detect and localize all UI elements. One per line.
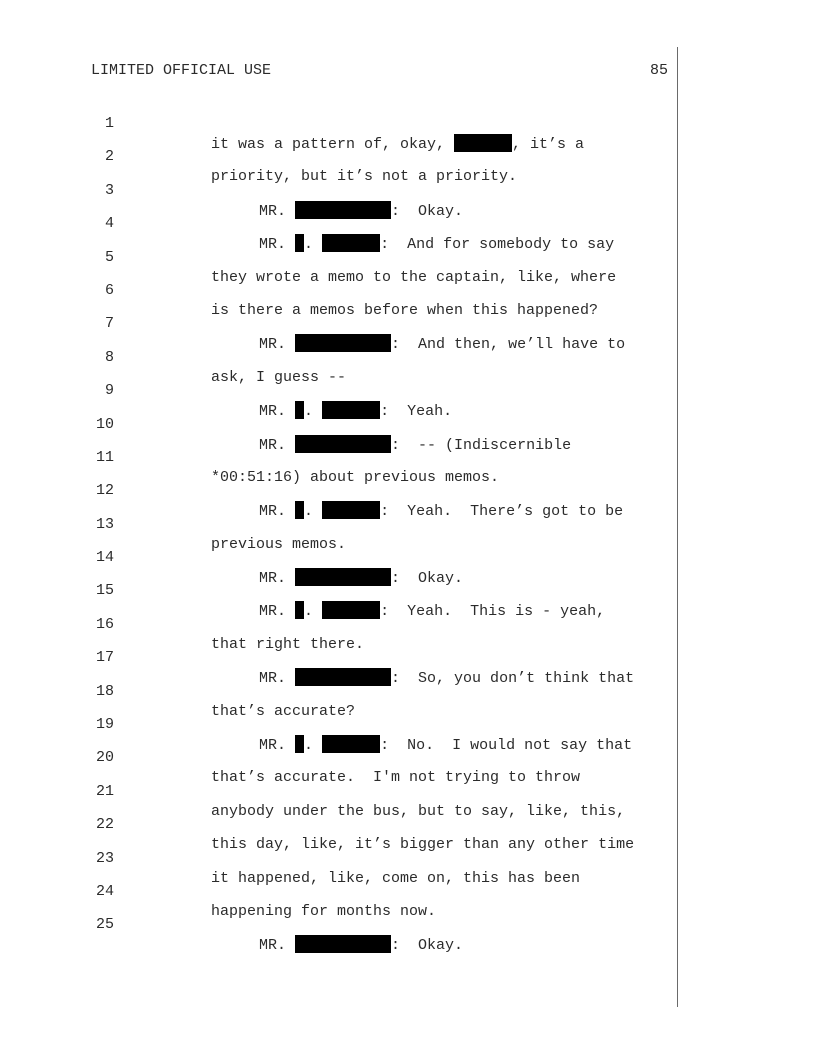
speech-text: Okay.	[400, 570, 464, 588]
line-number: 24	[95, 882, 114, 900]
speaker-title: MR.	[259, 336, 287, 354]
line-text: ask, I guess --	[211, 368, 347, 386]
transcript-line	[0, 695, 816, 755]
transcript-line	[0, 561, 816, 621]
speaker-title: MR.	[259, 603, 287, 621]
speaker-colon: :	[391, 202, 401, 220]
speaker-title: MR.	[259, 503, 287, 521]
transcript-line	[0, 328, 816, 386]
transcript-line	[0, 728, 816, 787]
speaker-colon: :	[380, 236, 390, 254]
speaker-title: MR.	[259, 937, 287, 955]
line-number: 4	[104, 215, 114, 233]
speaker-colon: :	[380, 403, 390, 421]
line-number: 3	[104, 181, 114, 199]
speaker-title: MR.	[259, 436, 287, 454]
line-number: 11	[95, 448, 114, 466]
line-number: 25	[95, 916, 114, 934]
line-number: 15	[95, 582, 114, 600]
speech-text: Okay.	[400, 202, 464, 220]
line-number: 20	[95, 749, 114, 767]
line-text: priority, but it’s not a priority.	[211, 168, 518, 186]
transcript-line	[0, 94, 816, 153]
line-number: 14	[95, 549, 114, 567]
transcript-line	[0, 161, 816, 220]
line-text: they wrote a memo to the captain, like, where	[211, 268, 617, 286]
line-number: 17	[95, 649, 114, 667]
transcript-line	[0, 361, 816, 421]
page-number: 85	[649, 62, 668, 79]
speaker-title: MR.	[259, 670, 287, 688]
redacted-speaker-name	[295, 935, 391, 953]
line-number: 2	[104, 148, 114, 166]
line-text-part: it was a pattern of, okay,	[211, 136, 455, 153]
transcript-line	[0, 261, 816, 319]
speaker-colon: :	[380, 503, 390, 521]
transcript-line	[0, 461, 816, 521]
line-text: this day, like, it’s bigger than any other time	[211, 836, 635, 854]
line-text: that’s accurate?	[211, 702, 356, 720]
speaker-colon: :	[391, 436, 401, 454]
line-number: 5	[104, 248, 114, 266]
speech-text: And then, we’ll have to	[400, 336, 626, 354]
line-number: 18	[95, 682, 114, 700]
line-number: 23	[95, 849, 114, 867]
line-text: previous memos.	[211, 535, 347, 553]
speech-text: So, you don’t think that	[400, 670, 635, 688]
speaker-initial-dot: .	[304, 737, 314, 755]
transcript-line	[0, 762, 816, 820]
speaker-title: MR.	[259, 202, 287, 220]
transcript-line	[0, 194, 816, 254]
speaker-colon: :	[380, 603, 390, 621]
line-number: 19	[95, 716, 114, 734]
speaker-title: MR.	[259, 403, 287, 421]
line-number: 21	[95, 782, 114, 800]
line-number: 13	[95, 515, 114, 533]
transcript-line	[0, 495, 816, 553]
transcript-line	[0, 395, 816, 454]
line-number: 12	[95, 482, 114, 500]
line-text: that right there.	[211, 635, 365, 653]
speaker-colon: :	[391, 937, 401, 955]
line-number: 1	[104, 115, 114, 132]
line-text: that’s accurate. I'm not trying to throw	[211, 769, 581, 787]
line-number: 16	[95, 615, 114, 633]
line-number: 7	[104, 315, 114, 333]
speech-text: -- (Indiscernible	[400, 436, 572, 454]
speech-text: And for somebody to say	[389, 236, 615, 254]
line-text: is there a memos before when this happened?	[211, 301, 599, 319]
transcript-line	[0, 829, 816, 887]
speech-text: No. I would not say that	[389, 737, 633, 755]
speech-text: Okay.	[400, 937, 464, 955]
line-text-part: , it’s a	[512, 136, 585, 153]
transcript-line	[0, 127, 816, 186]
speaker-initial-dot: .	[304, 403, 314, 421]
transcript-body	[0, 94, 816, 955]
transcript-line	[0, 795, 816, 854]
speech-text: Yeah. This is - yeah,	[389, 603, 606, 621]
transcript-line	[0, 628, 816, 688]
speaker-initial-dot: .	[304, 236, 314, 254]
line-number: 22	[95, 816, 114, 834]
speaker-colon: :	[391, 570, 401, 588]
speaker-initial-dot: .	[304, 503, 314, 521]
line-number: 10	[95, 415, 114, 433]
speaker-title: MR.	[259, 236, 287, 254]
transcript-line	[0, 895, 816, 955]
transcript-line	[0, 862, 816, 920]
transcript-line	[0, 528, 816, 588]
line-text: anybody under the bus, but to say, like, this,	[211, 802, 626, 820]
transcript-line	[0, 662, 816, 720]
transcript-line	[0, 595, 816, 653]
line-text: happening for months now.	[211, 902, 437, 920]
speaker-initial-dot: .	[304, 603, 314, 621]
line-text: *00:51:16) about previous memos.	[211, 468, 500, 486]
line-text: it happened, like, come on, this has been	[211, 869, 581, 887]
speaker-colon: :	[380, 737, 390, 755]
line-number: 8	[104, 348, 114, 366]
speech-text: Yeah.	[389, 403, 453, 421]
speaker-title: MR.	[259, 737, 287, 755]
transcript-line	[0, 428, 816, 486]
speaker-line	[259, 935, 463, 956]
line-number: 9	[104, 382, 114, 400]
speaker-title: MR.	[259, 570, 287, 588]
speaker-colon: :	[391, 336, 401, 354]
line-number: 6	[104, 281, 114, 299]
transcript-line	[0, 294, 816, 354]
classification-header: LIMITED OFFICIAL USE	[91, 62, 272, 79]
transcript-line	[0, 228, 816, 286]
speaker-colon: :	[391, 670, 401, 688]
speech-text: Yeah. There’s got to be	[389, 503, 624, 521]
